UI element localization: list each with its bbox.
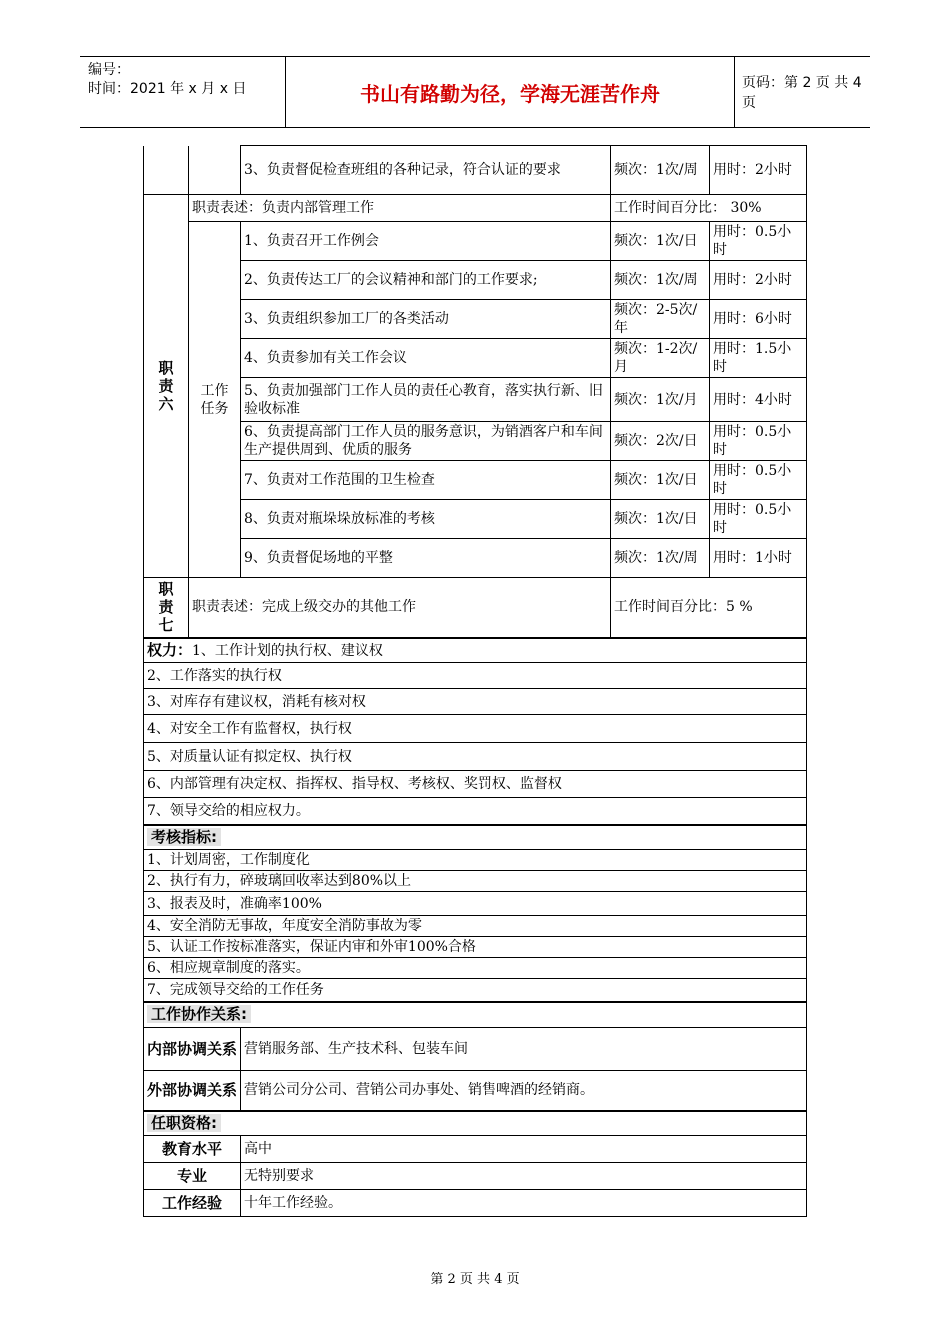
authority-row [144,771,807,798]
page-header [80,56,870,128]
document-date: 时间：2021 年 x 月 x 日 [88,81,247,97]
authority-title: 权力： [147,640,193,659]
work-task-label: 工作任务 [189,222,241,578]
duty7-row [144,578,807,638]
kpi-row [144,958,807,979]
kpi-row [144,850,807,871]
task-text: 8、负责对瓶垛垛放标准的考核 [241,500,611,539]
task-frequency: 频次：1次/周 [611,261,710,300]
experience-value: 十年工作经验。 [241,1190,807,1217]
task-text: 7、负责对工作范围的卫生检查 [241,461,611,500]
task-time: 用时：2小时 [710,146,807,195]
page-footer: 第 2 页 共 4 页 [430,1272,520,1287]
experience-label: 工作经验 [144,1190,241,1217]
task-text: 2、负责传达工厂的会议精神和部门的工作要求; [241,261,611,300]
authority-row [144,689,807,715]
kpi-item: 2、执行有力，碎玻璃回收率达到80%以上 [144,871,807,892]
duty6-percent: 工作时间百分比： 30% [611,195,807,222]
task-time: 用时：0.5小时 [710,222,807,261]
duty6-label: 职责六 [144,195,189,578]
internal-coordination-label: 内部协调关系 [144,1028,241,1071]
authority-item: 2、工作落实的执行权 [144,663,807,689]
authority-item: 1、工作计划的执行权、建议权 [192,642,383,659]
kpi-title-row [144,825,807,850]
header-meta [88,61,278,99]
major-label: 专业 [144,1163,241,1190]
duty6-task-row [144,300,807,339]
task-time: 用时：0.5小时 [710,461,807,500]
major-value: 无特别要求 [241,1163,807,1190]
kpi-item: 1、计划周密，工作制度化 [144,850,807,871]
duty7-label: 职责七 [144,578,189,638]
authority-row [144,638,807,663]
external-coordination-value: 营销公司分公司、营销公司办事处、销售啤酒的经销商。 [241,1071,807,1111]
duty6-task-row [144,500,807,539]
kpi-row [144,937,807,958]
duty6-task-row [144,261,807,300]
task-time: 用时：2小时 [710,261,807,300]
duty5-task-row [144,146,807,195]
kpi-row [144,892,807,916]
task-time: 用时：1小时 [710,539,807,578]
duty6-task-row [144,222,807,261]
kpi-item: 4、安全消防无事故，年度安全消防事故为零 [144,916,807,937]
task-time: 用时：4小时 [710,378,807,422]
duty6-task-row [144,422,807,461]
qualification-row [144,1136,807,1163]
kpi-item: 5、认证工作按标准落实，保证内审和外审100%合格 [144,937,807,958]
job-description-table [143,145,807,1217]
duty6-task-row [144,378,807,422]
kpi-row [144,871,807,892]
task-frequency: 频次：2次/日 [611,422,710,461]
kpi-item: 3、报表及时，准确率100% [144,892,807,916]
authority-item: 7、领导交给的相应权力。 [144,798,807,825]
task-frequency: 频次：2-5次/年 [611,300,710,339]
cooperation-title: 工作协作关系: [147,1005,251,1023]
duty7-description: 职责表述：完成上级交办的其他工作 [189,578,611,638]
kpi-row [144,979,807,1002]
task-frequency: 频次：1-2次/月 [611,339,710,378]
qualification-row [144,1163,807,1190]
task-frequency: 频次：1次/周 [611,539,710,578]
task-text: 4、负责参加有关工作会议 [241,339,611,378]
task-text: 9、负责督促场地的平整 [241,539,611,578]
internal-coordination-value: 营销服务部、生产技术科、包装车间 [241,1028,807,1071]
education-value: 高中 [241,1136,807,1163]
kpi-row [144,916,807,937]
authority-row [144,743,807,771]
qualification-title-row [144,1111,807,1136]
task-text: 3、负责督促检查班组的各种记录，符合认证的要求 [241,146,611,195]
authority-item: 5、对质量认证有拟定权、执行权 [144,743,807,771]
authority-item: 6、内部管理有决定权、指挥权、指导权、考核权、奖罚权、监督权 [144,771,807,798]
cooperation-title-row [144,1002,807,1028]
duty7-percent: 工作时间百分比：5 % [611,578,807,638]
qualification-title: 任职资格: [147,1114,221,1132]
task-text: 3、负责组织参加工厂的各类活动 [241,300,611,339]
external-coordination-label: 外部协调关系 [144,1071,241,1111]
task-frequency: 频次：1次/日 [611,222,710,261]
task-time: 用时：0.5小时 [710,422,807,461]
duty6-desc-row [144,195,807,222]
kpi-item: 6、相应规章制度的落实。 [144,958,807,979]
internal-coordination-row [144,1028,807,1071]
qualification-row [144,1190,807,1217]
authority-row [144,798,807,825]
task-time: 用时：1.5小时 [710,339,807,378]
duty6-task-row [144,461,807,500]
task-frequency: 频次：1次/日 [611,461,710,500]
duty6-task-row [144,539,807,578]
authority-row [144,715,807,743]
document-number-label: 编号： [88,62,130,78]
kpi-item: 7、完成领导交给的工作任务 [144,979,807,1002]
task-time: 用时：0.5小时 [710,500,807,539]
task-text: 6、负责提高部门工作人员的服务意识，为销酒客户和车间生产提供周到、优质的服务 [241,422,611,461]
authority-item: 3、对库存有建议权，消耗有核对权 [144,689,807,715]
task-frequency: 频次：1次/周 [611,146,710,195]
authority-row [144,663,807,689]
kpi-title: 考核指标: [147,828,221,846]
task-time: 用时：6小时 [710,300,807,339]
header-motto: 书山有路勤为径，学海无涯苦作舟 [285,57,735,127]
task-text: 1、负责召开工作例会 [241,222,611,261]
duty6-description: 职责表述：负责内部管理工作 [189,195,611,222]
authority-item: 4、对安全工作有监督权，执行权 [144,715,807,743]
education-label: 教育水平 [144,1136,241,1163]
task-frequency: 频次：1次/日 [611,500,710,539]
task-frequency: 频次：1次/月 [611,378,710,422]
header-page-number: 页码：第 2 页 共 4 页 [742,75,862,111]
duty6-task-row [144,339,807,378]
task-text: 5、负责加强部门工作人员的责任心教育，落实执行新、旧验收标准 [241,378,611,422]
external-coordination-row [144,1071,807,1111]
